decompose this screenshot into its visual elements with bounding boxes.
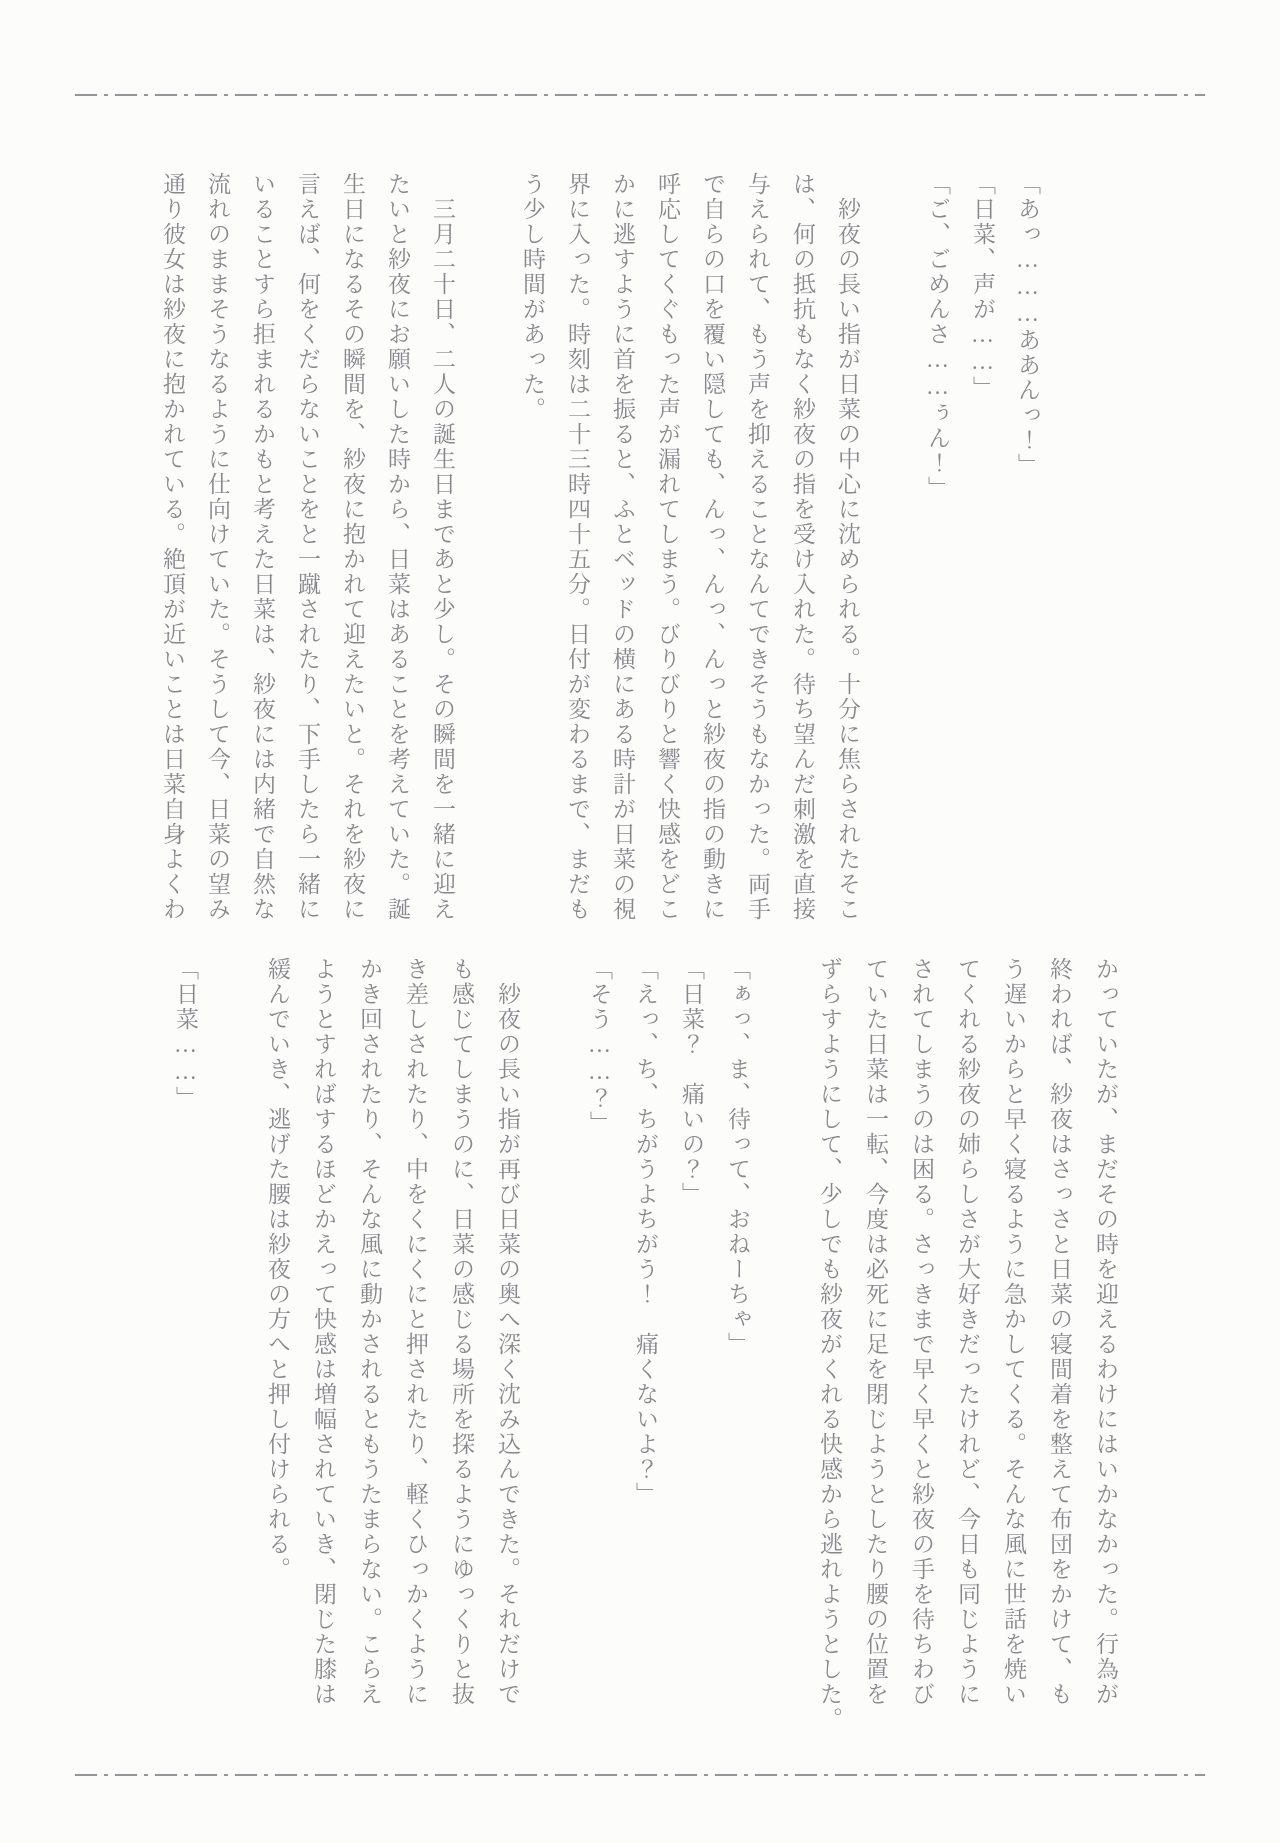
text-column: かき回されたり、そんな風に動かされるともうたまらない。こらえ (357, 957, 382, 1707)
text-column: 流れのままそうなるように仕向けていた。そうして今、日菜の望み (205, 172, 230, 922)
text-column-blank (530, 957, 576, 1719)
text-column: ずらすようにして、少しでも紗夜がくれる快感から逃れようとした。 (817, 957, 842, 1732)
text-column: 「ご、ごめんさ……ぅん！」 (925, 172, 950, 501)
text-column: 界に入った。時刻は二十三時四十五分。日付が変わるまで、まだも (565, 172, 590, 922)
text-column: う少し時間があった。 (520, 172, 545, 422)
text-column: てくれる紗夜の姉らしさが大好きだったけれど、今日も同じように (955, 957, 980, 1707)
top-divider-rule (75, 94, 1205, 96)
text-block-upper (150, 172, 1050, 934)
text-column: かに逃すように首を振ると、ふとベッドの横にある時計が日菜の視 (610, 172, 635, 922)
text-block-lower (162, 957, 1128, 1732)
text-column: も感じてしまうのに、日菜の感じる場所を探るようにゆっくりと抜 (449, 957, 474, 1707)
text-column-blank (870, 172, 915, 934)
text-column: 三月二十日、二人の誕生日まであと少し。その瞬間を一緒に迎え (430, 172, 455, 922)
text-column: 終われば、紗夜はさっさと日菜の寝間着を整えて布団をかけて、も (1047, 957, 1072, 1707)
text-column: 通り彼女は紗夜に抱かれている。絶頂が近いことは日菜自身よくわ (160, 172, 185, 922)
text-column-blank (465, 172, 510, 934)
text-column: 呼応してくぐもった声が漏れてしまう。びりびりと響く快感をどこ (655, 172, 680, 922)
text-column: 与えられて、もう声を抑えることなんてできそうもなかった。両手 (745, 172, 770, 922)
text-column: は、何の抵抗もなく紗夜の指を受け入れた。待ち望んだ刺激を直接 (790, 172, 815, 922)
text-column: 言えば、何をくだらないことをと一蹴されたり、下手したら一緒に (295, 172, 320, 922)
text-column: 「えっ、ち、ちがうよちがう！ 痛くないよ？」 (633, 957, 658, 1507)
bottom-divider-rule (75, 1774, 1205, 1776)
text-column: 紗夜の長い指が再び日菜の奥へ深く沈み込んできた。それだけで (495, 957, 520, 1707)
text-column: う遅いからと早く寝るように急かしてくる。そんな風に世話を焼い (1001, 957, 1026, 1707)
text-column: 紗夜の長い指が日菜の中心に沈められる。十分に焦らされたそこ (835, 172, 860, 922)
text-column: かっていたが、まだその時を迎えるわけにはいかなかった。行為が (1093, 957, 1118, 1707)
text-column: 「日菜？ 痛いの？」 (679, 957, 704, 1207)
text-column: ていた日菜は一転、今度は必死に足を閉じようとしたり腰の位置を (863, 957, 888, 1707)
text-column: 「そう……？」 (587, 957, 612, 1136)
text-column: 「日菜、声が……」 (970, 172, 995, 401)
text-column: き差しされたり、中をくにくにと押されたり、軽くひっかくように (403, 957, 428, 1707)
text-column: 「日菜……」 (173, 957, 198, 1111)
text-column: 「あっ………ああんっ！」 (1015, 172, 1040, 478)
text-column: たいと紗夜にお願いした時から、日菜はあることを考えていた。誕 (385, 172, 410, 922)
text-column: されてしまうのは困る。さっきまで早く早くと紗夜の手を待ちわび (909, 957, 934, 1707)
text-column: 「ぁっ、ま、待って、おねーちゃ」 (725, 957, 750, 1357)
text-column: いることすら拒まれるかもと考えた日菜は、紗夜には内緒で自然な (250, 172, 275, 922)
text-column: ようとすればするほどかえって快感は増幅されていき、閉じた膝は (311, 957, 336, 1707)
text-column: で自らの口を覆い隠しても、んっ、んっ、んっと紗夜の指の動きに (700, 172, 725, 922)
text-column-blank (208, 957, 254, 1719)
text-column-blank (760, 957, 806, 1719)
text-column: 生日になるその瞬間を、紗夜に抱かれて迎えたいと。それを紗夜に (340, 172, 365, 922)
text-column: 緩んでいき、逃げた腰は紗夜の方へと押し付けられる。 (265, 957, 290, 1582)
